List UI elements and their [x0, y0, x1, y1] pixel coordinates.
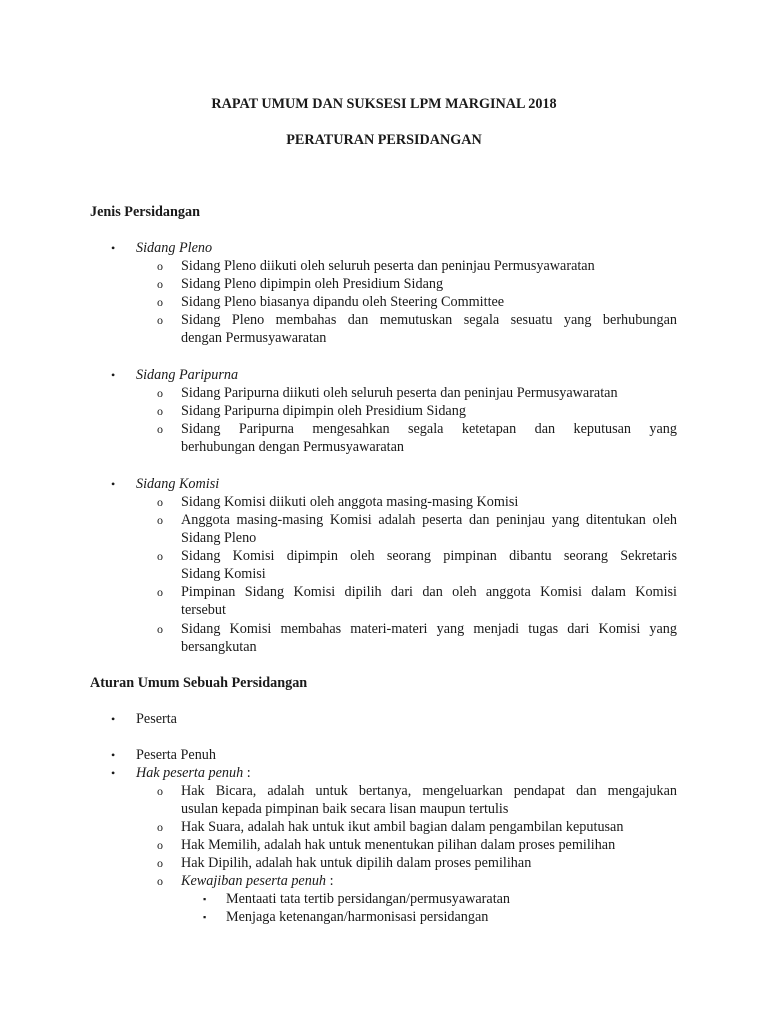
document-title: RAPAT UMUM DAN SUKSESI LPM MARGINAL 2018 [211, 96, 557, 112]
sub-bullet-icon: o [157, 874, 163, 888]
list-item-continuation: dengan Permusyawaratan [181, 330, 327, 346]
sub-bullet-icon: o [157, 313, 163, 327]
sub-bullet-icon: o [157, 404, 163, 418]
list-item-continuation: tersebut [181, 602, 226, 618]
list-item: Sidang Paripurna dipimpin oleh Presidium Sidang [181, 403, 466, 419]
document-subtitle: PERATURAN PERSIDANGAN [286, 132, 482, 148]
section-heading-jenis-persidangan: Jenis Persidangan [90, 204, 200, 220]
list-item-sidang-pleno: Sidang Pleno [136, 240, 213, 256]
list-item-peserta: Peserta [136, 711, 177, 727]
sub-bullet-icon: o [157, 784, 163, 798]
list-item: Sidang Pleno dipimpin oleh Presidium Sidang [181, 276, 444, 292]
list-item: Pimpinan Sidang Komisi dipilih dari dan oleh anggota Komisi dalam Komisi [181, 584, 677, 600]
square-bullet-icon: ▪ [203, 894, 207, 904]
section-heading-aturan-umum: Aturan Umum Sebuah Persidangan [90, 675, 308, 691]
bullet-icon: • [111, 477, 116, 491]
list-item: Anggota masing-masing Komisi adalah peserta dan peninjau yang ditentukan oleh [181, 512, 677, 528]
kewajiban-label: Kewajiban peserta penuh [181, 873, 327, 889]
sub-bullet-icon: o [157, 856, 163, 870]
kewajiban-colon: : [326, 873, 334, 889]
list-item-sidang-komisi: Sidang Komisi [136, 476, 220, 492]
list-item-sidang-paripurna: Sidang Paripurna [136, 367, 239, 383]
bullet-icon: • [111, 241, 116, 255]
list-item: Mentaati tata tertib persidangan/permusyawaratan [226, 891, 511, 907]
list-item-continuation: Sidang Pleno [181, 530, 257, 546]
square-bullet-icon: ▪ [203, 912, 207, 922]
list-item: Sidang Komisi dipimpin oleh seorang pimpinan dibantu seorang Sekretaris [181, 548, 677, 564]
hak-colon: : [243, 765, 251, 781]
list-item: Hak Memilih, adalah hak untuk menentukan pilihan dalam proses pemilihan [181, 837, 616, 853]
bullet-icon: • [111, 766, 116, 780]
list-item-hak-peserta-penuh [136, 764, 251, 782]
list-item: Hak Bicara, adalah untuk bertanya, mengeluarkan pendapat dan mengajukan [181, 783, 677, 799]
sub-bullet-icon: o [157, 838, 163, 852]
bullet-icon: • [111, 748, 116, 762]
sub-bullet-icon: o [157, 422, 163, 436]
list-item: Hak Dipilih, adalah hak untuk dipilih dalam proses pemilihan [181, 855, 532, 871]
list-item: Sidang Pleno membahas dan memutuskan segala sesuatu yang berhubungan [181, 312, 677, 328]
list-item: Hak Suara, adalah hak untuk ikut ambil bagian dalam pengambilan keputusan [181, 819, 624, 835]
list-item-continuation: bersangkutan [181, 639, 257, 655]
sub-bullet-icon: o [157, 622, 163, 636]
sub-bullet-icon: o [157, 495, 163, 509]
sub-bullet-icon: o [157, 259, 163, 273]
sub-bullet-icon: o [157, 295, 163, 309]
hak-label: Hak peserta penuh [136, 765, 244, 781]
list-item-continuation: berhubungan dengan Permusyawaratan [181, 439, 404, 455]
bullet-icon: • [111, 712, 116, 726]
list-item: Sidang Pleno biasanya dipandu oleh Steering Committee [181, 294, 505, 310]
list-item: Sidang Paripurna mengesahkan segala ketetapan dan keputusan yang [181, 421, 677, 437]
list-item-continuation: Sidang Komisi [181, 566, 266, 582]
list-item: Sidang Paripurna diikuti oleh seluruh peserta dan peninjau Permusyawaratan [181, 385, 618, 401]
sub-bullet-icon: o [157, 549, 163, 563]
list-item-continuation: usulan kepada pimpinan baik secara lisan maupun tertulis [181, 801, 509, 817]
sub-bullet-icon: o [157, 513, 163, 527]
list-item: Sidang Komisi diikuti oleh anggota masing-masing Komisi [181, 494, 519, 510]
list-item-peserta-penuh: Peserta Penuh [136, 747, 216, 763]
list-item: Sidang Pleno diikuti oleh seluruh peserta dan peninjau Permusyawaratan [181, 258, 595, 274]
list-item: Sidang Komisi membahas materi-materi yang menjadi tugas dari Komisi yang [181, 621, 677, 637]
sub-bullet-icon: o [157, 386, 163, 400]
list-item-kewajiban [181, 872, 677, 890]
bullet-icon: • [111, 368, 116, 382]
sub-bullet-icon: o [157, 585, 163, 599]
sub-bullet-icon: o [157, 277, 163, 291]
list-item: Menjaga ketenangan/harmonisasi persidangan [226, 909, 489, 925]
sub-bullet-icon: o [157, 820, 163, 834]
